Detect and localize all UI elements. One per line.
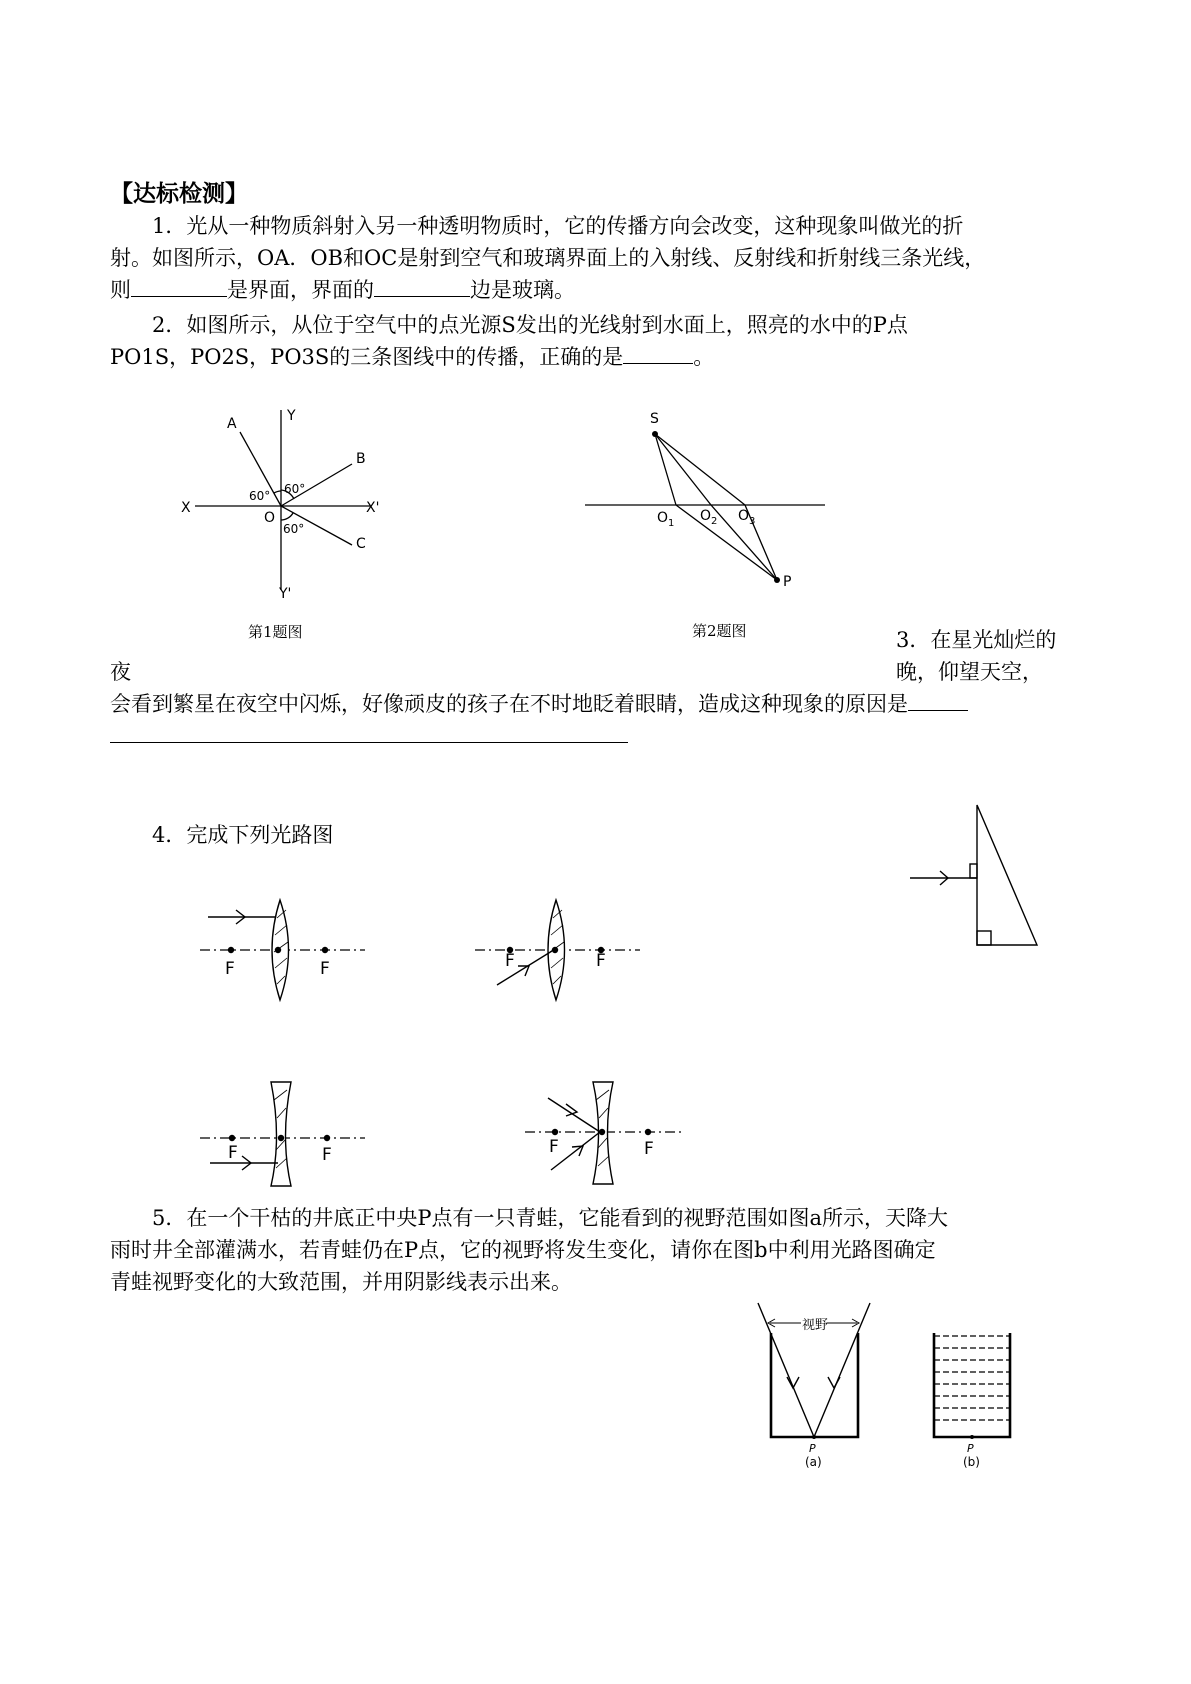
focus-label-f: F (505, 951, 515, 971)
q2-line2 (110, 341, 1090, 373)
focus-label-f: F (322, 1145, 332, 1165)
section-title: 【达标检测】 (110, 181, 248, 207)
q1-line3-b: 是界面，界面的 (227, 278, 374, 302)
q4-title: 4．完成下列光路图 (152, 823, 334, 847)
q2-line2-b: 。 (693, 345, 715, 369)
answer-blank-1[interactable] (131, 276, 227, 297)
focus-label-f: F (644, 1139, 654, 1159)
q1-line3-c: 边是玻璃。 (470, 278, 575, 302)
concave-lens-diagram-1 (195, 1075, 370, 1190)
answer-blank-2[interactable] (374, 276, 470, 297)
figure-1-caption: 第1题图 (248, 623, 303, 641)
prism-diagram (905, 800, 1045, 950)
well-point-label-b: P (967, 1442, 974, 1455)
q3-line2-a: 夜 (110, 660, 131, 684)
fig1-label-X: X (181, 500, 191, 516)
q1-line3-a: 则 (110, 278, 131, 302)
q1-line2: 射。如图所示，OA．OB和OC是射到空气和玻璃界面上的入射线、反射线和折射线三条光线， (110, 246, 986, 270)
well-label-a: (a) (805, 1455, 822, 1469)
fig1-label-C: C (356, 536, 366, 552)
focus-label-f: F (228, 1143, 238, 1163)
fig2-label-O1: $O_1$ (657, 510, 675, 529)
fig1-label-Yp: Y' (279, 586, 292, 602)
figure-2-caption: 第2题图 (692, 622, 747, 640)
fig1-angle-refract: 60° (283, 522, 305, 536)
focus-label-f: F (596, 951, 606, 971)
fig2-label-S: S (650, 411, 659, 427)
q3-line3: 会看到繁星在夜空中闪烁，好像顽皮的孩子在不时地眨着眼睛，造成这种现象的原因是 (110, 688, 1090, 720)
well-diagram (750, 1300, 1020, 1470)
q5-line3: 青蛙视野变化的大致范围，并用阴影线表示出来。 (110, 1270, 572, 1294)
fig1-label-B: B (356, 451, 366, 467)
fig2-label-O3: $O_3$ (738, 508, 756, 527)
q1-line1: 1．光从一种物质斜射入另一种透明物质时，它的传播方向会改变，这种现象叫做光的折 (152, 214, 964, 238)
well-point-label-a: P (809, 1442, 816, 1455)
fig1-angle-incident: 60° (249, 489, 271, 503)
fig1-label-A: A (227, 416, 237, 432)
fig2-label-O2: $O_2$ (700, 508, 718, 527)
fig1-label-O: O (264, 510, 276, 526)
q5-line1: 5．在一个干枯的井底正中央P点有一只青蛙，它能看到的视野范围如图a所示，天降大 (152, 1206, 949, 1230)
convex-lens-diagram-1 (195, 895, 370, 1005)
concave-lens-diagram-2 (520, 1075, 690, 1190)
figure-1-diagram (170, 405, 400, 605)
answer-blank-3[interactable] (623, 343, 693, 364)
figure-2-diagram (580, 405, 830, 595)
fig2-label-P: P (783, 574, 792, 590)
answer-blank-4[interactable] (908, 690, 968, 711)
fig1-label-Xp: X' (366, 500, 380, 516)
q3-line1: 3．在星光灿烂的 (896, 628, 1057, 652)
focus-label-f: F (225, 959, 235, 979)
fig1-angle-reflect: 60° (284, 482, 306, 496)
q1-line3 (110, 274, 1090, 306)
focus-label-f: F (320, 959, 330, 979)
q2-line2-a: PO1S，PO2S，PO3S的三条图线中的传播，正确的是 (110, 345, 624, 369)
fig1-label-Y: Y (287, 408, 296, 424)
q5-line2: 雨时井全部灌满水，若青蛙仍在P点，它的视野将发生变化，请你在图b中利用光路图确定 (110, 1238, 936, 1262)
q2-line1: 2．如图所示，从位于空气中的点光源S发出的光线射到水面上，照亮的水中的P点 (152, 313, 908, 337)
answer-blank-5[interactable] (110, 742, 628, 743)
well-view-label: 视野 (802, 1318, 829, 1333)
convex-lens-diagram-2 (470, 895, 645, 1005)
well-label-b: (b) (963, 1455, 980, 1469)
q3-line2-b: 晚，仰望天空， (896, 660, 1043, 684)
focus-label-f: F (549, 1137, 559, 1157)
